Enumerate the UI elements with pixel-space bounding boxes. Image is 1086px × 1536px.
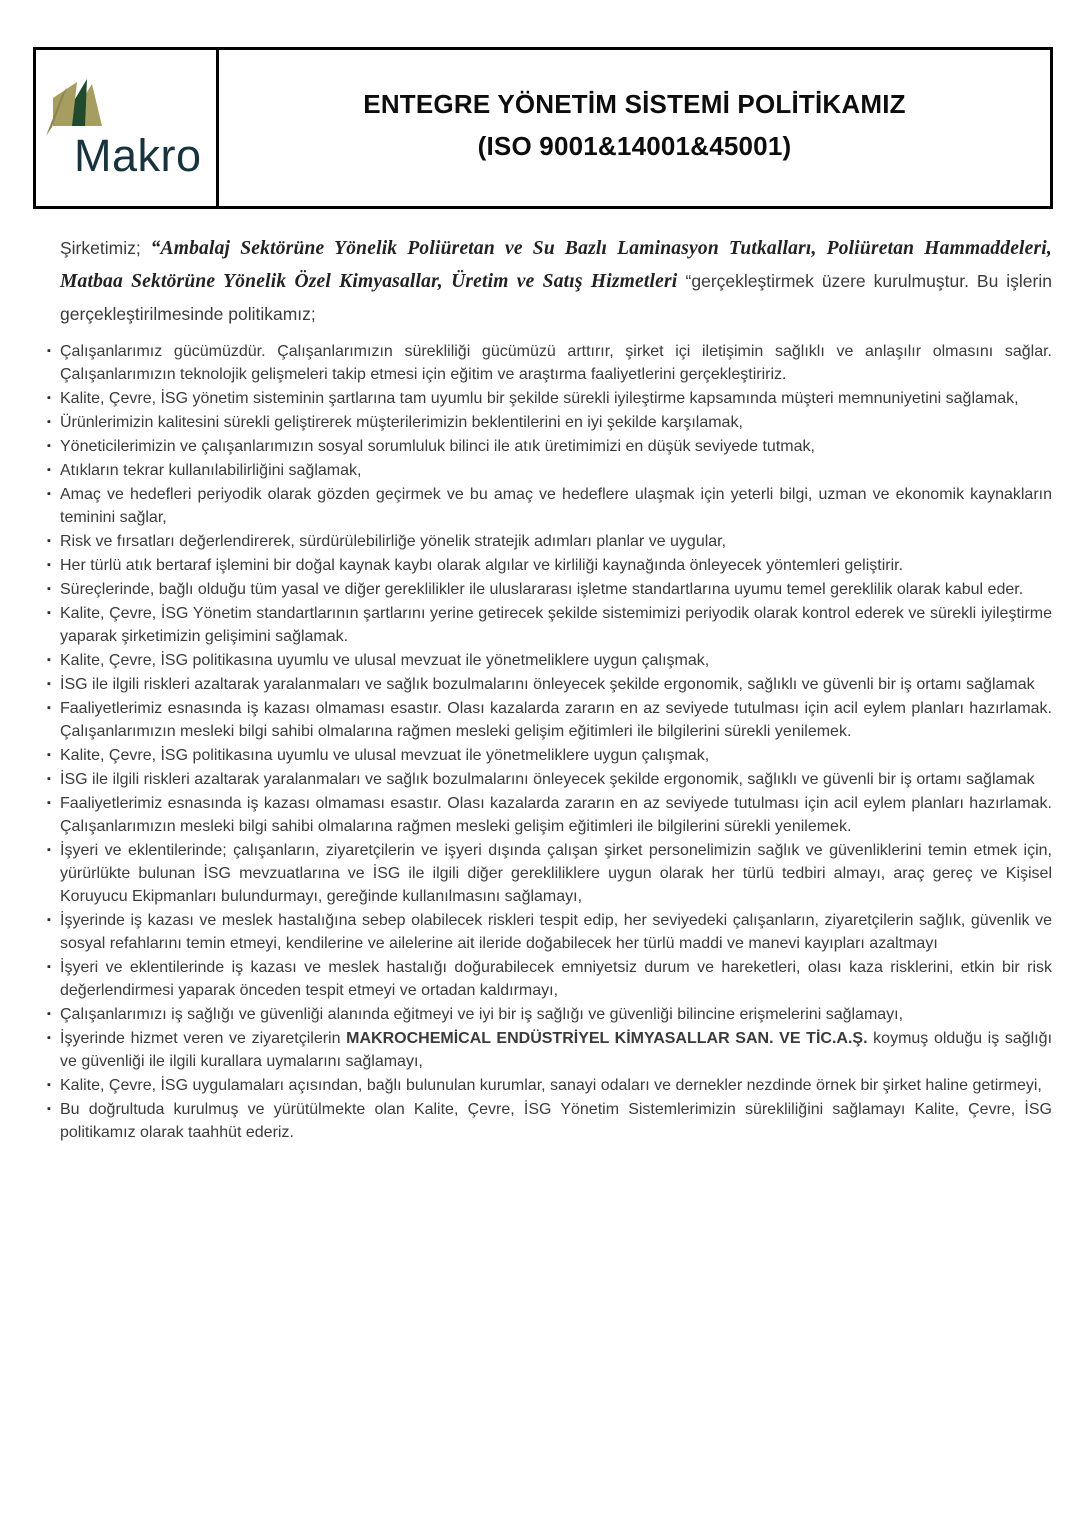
text-segment: Faaliyetlerimiz esnasında iş kazası olmaması esastır. Olası kazalarda zararın en az seviyede tutulması için acil eylem planları hazırlamak. Çalışanlarımızın mesleki bilgi sahibi olmalarına rağmen mesleki gelişim eğitimleri ile bilgilerini sürekli yenilemek. [60, 795, 1052, 835]
policy-item [47, 411, 1052, 434]
policy-item [47, 697, 1052, 743]
text-segment: Her türlü atık bertaraf işlemini bir doğal kaynak kaybı olarak algılar ve kirliliği kaynağında önleyecek yöntemleri geliştirir. [60, 557, 904, 574]
text-segment: Kalite, Çevre, İSG uygulamaları açısından, bağlı bulunulan kurumlar, sanayi odaları ve dernekler nezdinde örnek bir şirket haline getirmeyi, [60, 1077, 1042, 1094]
text-segment: Kalite, Çevre, İSG politikasına uyumlu ve ulusal mevzuat ile yönetmeliklere uygun çalışmak, [60, 747, 710, 764]
text-segment: Bu doğrultuda kurulmuş ve yürütülmekte olan Kalite, Çevre, İSG Yönetim Sistemlerimizin sürekliliğini sağlamayı Kalite, Çevre, İSG politikamız olarak taahhüt ederiz. [60, 1101, 1052, 1141]
policy-item [47, 578, 1052, 601]
document-title: ENTEGRE YÖNETİM SİSTEMİ POLİTİKAMIZ [363, 88, 906, 119]
text-segment: MAKROCHEMİCAL ENDÜSTRİYEL KİMYASALLAR SAN. VE TİC.A.Ş. [346, 1030, 868, 1047]
intro-paragraph [60, 232, 1052, 331]
policy-item [47, 530, 1052, 553]
policy-item [47, 340, 1052, 386]
logo-cell [36, 50, 219, 206]
text-segment: Amaç ve hedefleri periyodik olarak gözden geçirmek ve bu amaç ve hedeflere ulaşmak için yeterli bilgi, uzman ve ekonomik kaynakların teminini sağlar, [60, 486, 1052, 526]
policy-item [47, 554, 1052, 577]
text-segment: Kalite, Çevre, İSG Yönetim standartlarının şartlarını yerine getirecek şekilde sistemimizi periyodik olarak kontrol ederek ve sürekli iyileştirme yaparak şirketimizin gelişimini sağlamak. [60, 605, 1052, 645]
text-segment: İşyeri ve eklentilerinde; çalışanların, ziyaretçilerin ve işyeri dışında çalışan şirket personelimizin sağlık ve güvenliklerini temin etmek için, yürürlükte bulunan İSG mevzuatlarına ve İSG ile ilgili diğer gerekliliklere uygun olarak her türlü tedbiri almayı, araç gereç ve Kişisel Koruyucu Ekipmanları bulundurmayı, gereğinde kullanılmasını sağlamayı, [60, 842, 1052, 905]
makro-logo [46, 72, 211, 187]
policy-item [47, 909, 1052, 955]
text-segment: İşyerinde iş kazası ve meslek hastalığına sebep olabilecek riskleri tespit edip, her seviyedeki çalışanların, ziyaretçilerin sağlık, güvenlik ve sosyal refahlarını temin etmeyi, kendilerine ve ailelerine ait ileride doğabilecek her türlü maddi ve manevi kayıpları azaltmayı [60, 912, 1052, 952]
policy-item [47, 459, 1052, 482]
makro-logo-icon [46, 74, 106, 138]
text-segment: Çalışanlarımızı iş sağlığı ve güvenliği alanında eğitmeyi ve iyi bir iş sağlığı ve güvenliği bilincine erişmelerini sağlamayı, [60, 1006, 904, 1023]
text-segment: İSG ile ilgili riskleri azaltarak yaralanmaları ve sağlık bozulmalarını önleyecek şekilde ergonomik, sağlıklı ve güvenli bir iş ortamı sağlamak [60, 676, 1035, 693]
text-segment: Kalite, Çevre, İSG yönetim sisteminin şartlarına tam uyumlu bir şekilde sürekli iyileştirme kapsamında müşteri memnuniyetini sağlamak, [60, 390, 1019, 407]
policy-item [47, 673, 1052, 696]
text-segment: Atıkların tekrar kullanılabilirliğini sağlamak, [60, 462, 362, 479]
policy-item [47, 956, 1052, 1002]
text-segment: İşyeri ve eklentilerinde iş kazası ve meslek hastalığı doğurabilecek emniyetsiz durum ve hareketleri, olası kaza risklerini, etkin bir risk değerlendirmesi yaparak önceden tespit etmeyi ve ortadan kaldırmayı, [60, 959, 1052, 999]
text-segment: “Ambalaj Sektörüne Yönelik Poliüretan ve Su Bazlı Laminasyon Tutkalları, Poliüretan Hammaddeleri, Matbaa Sektörüne Yönelik Özel Kimyasallar, Üretim ve Satış Hizmetleri [60, 238, 1052, 292]
text-segment: “gerçekleştirmek üzere kurulmuştur. Bu işlerin gerçekleştirilmesinde politikamız; [60, 271, 1052, 324]
policy-item [47, 744, 1052, 767]
policy-item [47, 1003, 1052, 1026]
policy-item [47, 1074, 1052, 1097]
policy-item [47, 839, 1052, 908]
title-cell [219, 50, 1050, 206]
text-segment: Çalışanlarımız gücümüzdür. Çalışanlarımızın sürekliliği gücümüzü arttırır, şirket içi iletişimin sağlıklı ve anlaşılır olmasını sağlar. Çalışanlarımızın teknolojik gelişmeleri takip etmesi için eğitim ve araştırma faaliyetlerini gerçekleştiririz. [60, 343, 1052, 383]
policy-item [47, 483, 1052, 529]
text-segment: Şirketimiz; [60, 238, 151, 258]
policy-item [47, 1098, 1052, 1144]
text-segment: Kalite, Çevre, İSG politikasına uyumlu ve ulusal mevzuat ile yönetmeliklere uygun çalışmak, [60, 652, 710, 669]
text-segment: Yöneticilerimizin ve çalışanlarımızın sosyal sorumluluk bilinci ile atık üretimimizi en düşük seviyede tutmak, [60, 438, 815, 455]
text-segment: İSG ile ilgili riskleri azaltarak yaralanmaları ve sağlık bozulmalarını önleyecek şekilde ergonomik, sağlıklı ve güvenli bir iş ortamı sağlamak [60, 771, 1035, 788]
document-subtitle: (ISO 9001&14001&45001) [477, 131, 792, 161]
policy-list [47, 340, 1052, 1145]
policy-item [47, 768, 1052, 791]
policy-item [47, 602, 1052, 648]
text-segment: Ürünlerimizin kalitesini sürekli geliştirerek müşterilerimizin beklentilerini en iyi şekilde karşılamak, [60, 414, 743, 431]
text-segment: Risk ve fırsatları değerlendirerek, sürdürülebilirliğe yönelik stratejik adımları planlar ve uygular, [60, 533, 727, 550]
text-segment: İşyerinde hizmet veren ve ziyaretçilerin [60, 1030, 347, 1047]
document-header [33, 47, 1053, 209]
policy-item [47, 435, 1052, 458]
text-segment: Süreçlerinde, bağlı olduğu tüm yasal ve diğer gereklilikler ile uluslararası işletme standartlarına uyumu temel gereklilik olarak kabul eder. [60, 581, 1024, 598]
policy-item [47, 1027, 1052, 1073]
policy-item [47, 792, 1052, 838]
policy-item [47, 649, 1052, 672]
logo-wordmark: Makro [74, 130, 202, 181]
text-segment: koymuş olduğu iş sağlığı ve güvenliği ile ilgili kurallara uymalarını sağlamayı, [60, 1030, 1053, 1070]
text-segment: Faaliyetlerimiz esnasında iş kazası olmaması esastır. Olası kazalarda zararın en az seviyede tutulması için acil eylem planları hazırlamak. Çalışanlarımızın mesleki bilgi sahibi olmalarına rağmen mesleki gelişim eğitimleri ile bilgilerini sürekli yenilemek. [60, 700, 1052, 740]
policy-item [47, 387, 1052, 410]
